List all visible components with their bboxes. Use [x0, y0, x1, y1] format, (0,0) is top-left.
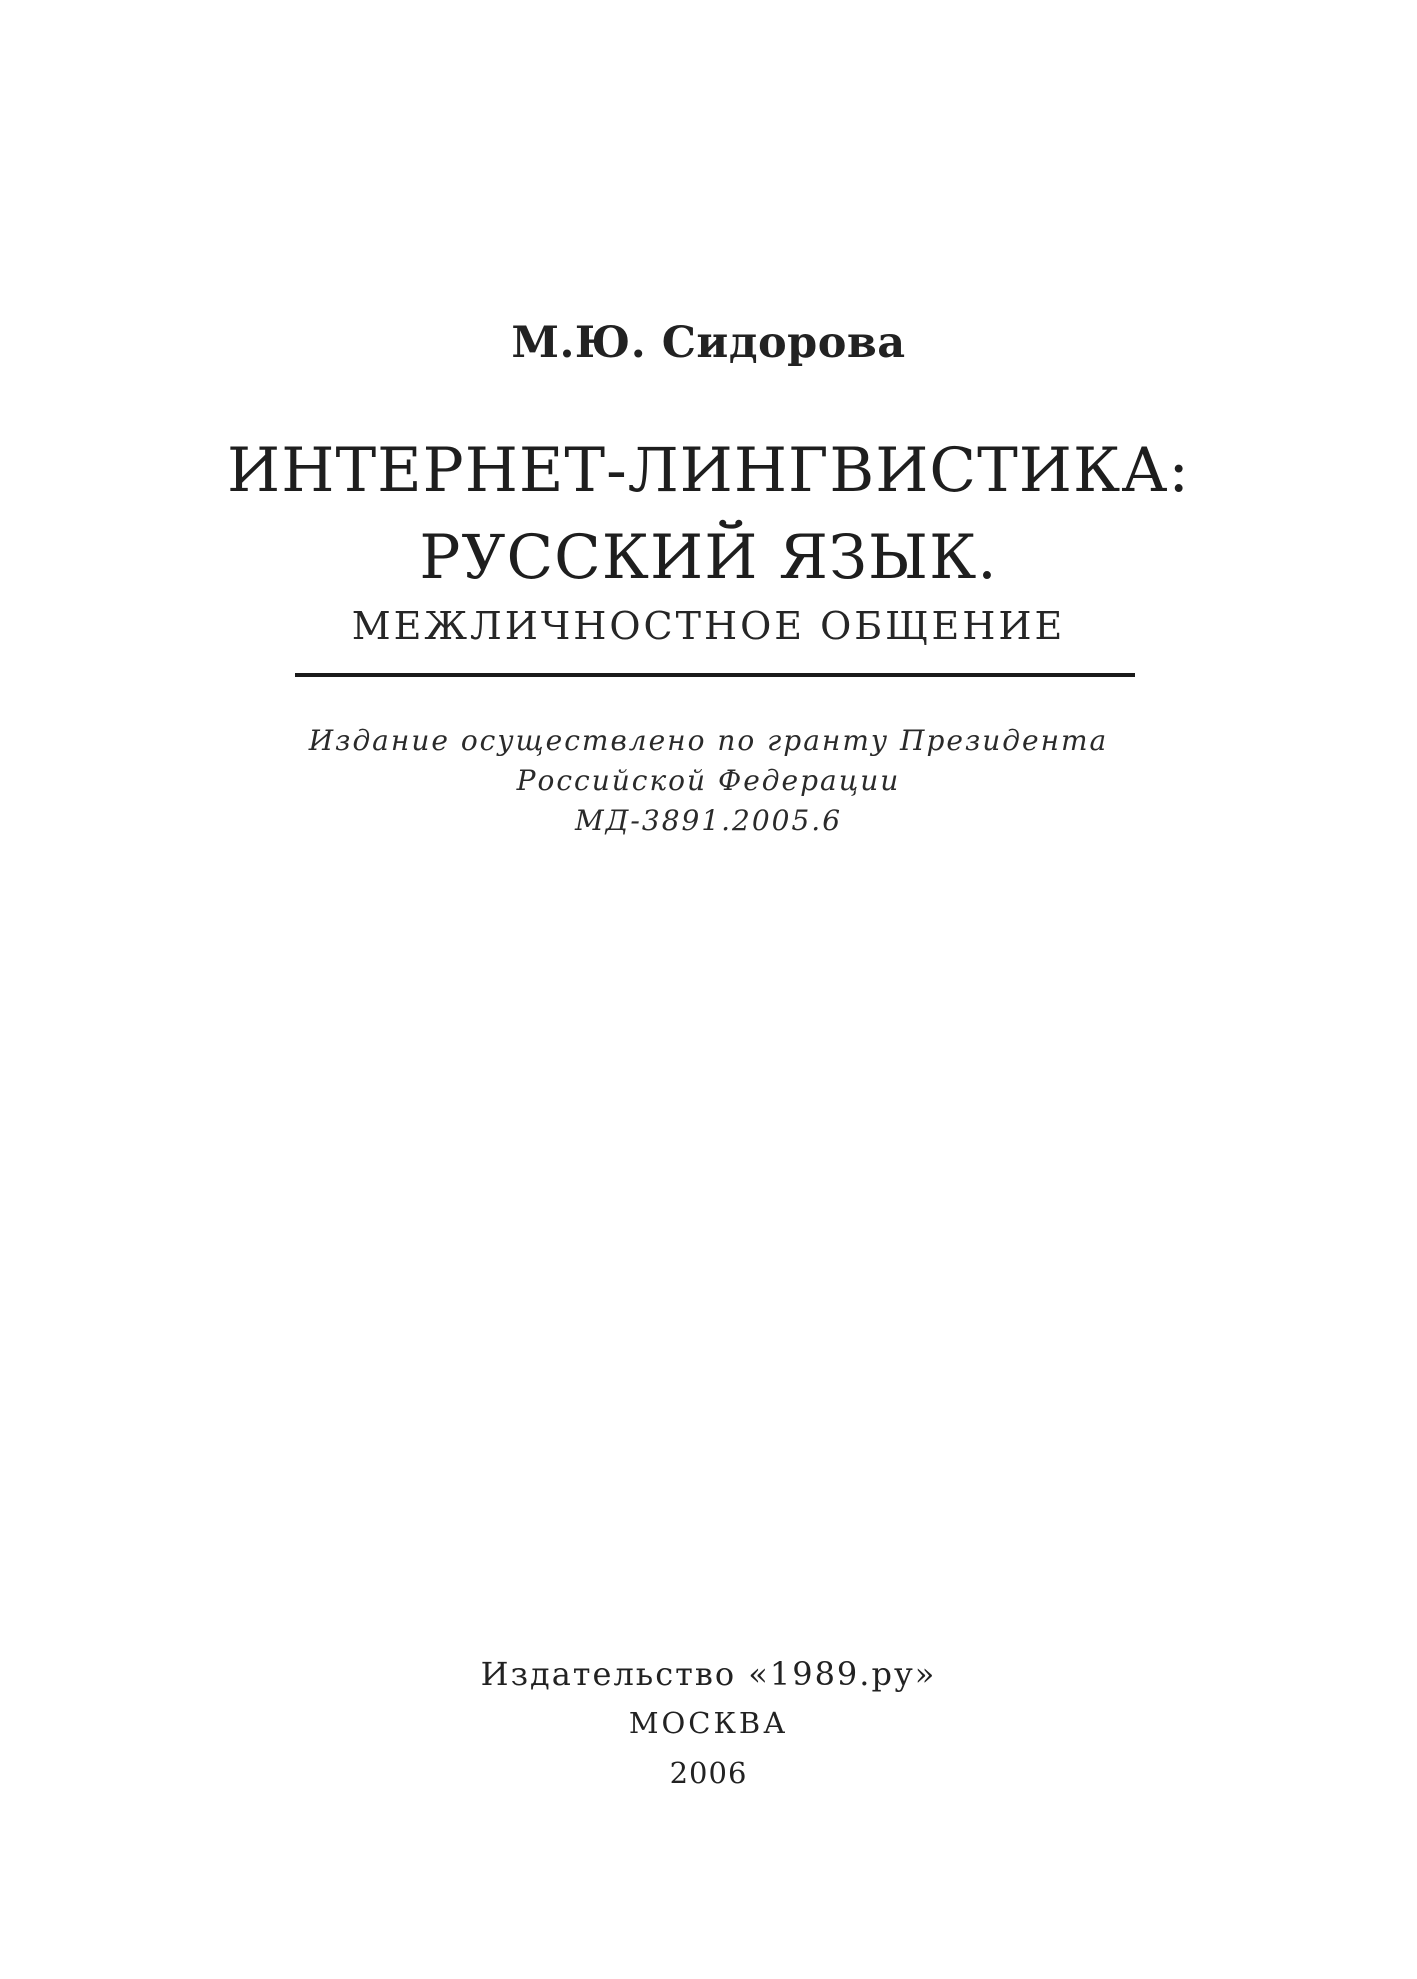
book-title-line-2: РУССКИЙ ЯЗЫК. — [419, 522, 998, 593]
publication-year: 2006 — [669, 1756, 748, 1790]
title-divider — [295, 673, 1135, 677]
grant-number: МД-3891.2005.6 — [574, 804, 843, 837]
book-subtitle: МЕЖЛИЧНОСТНОЕ ОБЩЕНИЕ — [351, 604, 1066, 648]
book-title-line-1: ИНТЕРНЕТ-ЛИНГВИСТИКА: — [227, 435, 1190, 506]
publisher-name: Издательство «1989.ру» — [480, 1655, 937, 1693]
grant-note-line-2: Российской Федерации — [516, 764, 901, 797]
grant-note-line-1: Издание осуществлено по гранту Президента — [308, 724, 1109, 757]
author-name: М.Ю. Сидорова — [511, 318, 906, 368]
publication-city: МОСКВА — [628, 1706, 789, 1740]
